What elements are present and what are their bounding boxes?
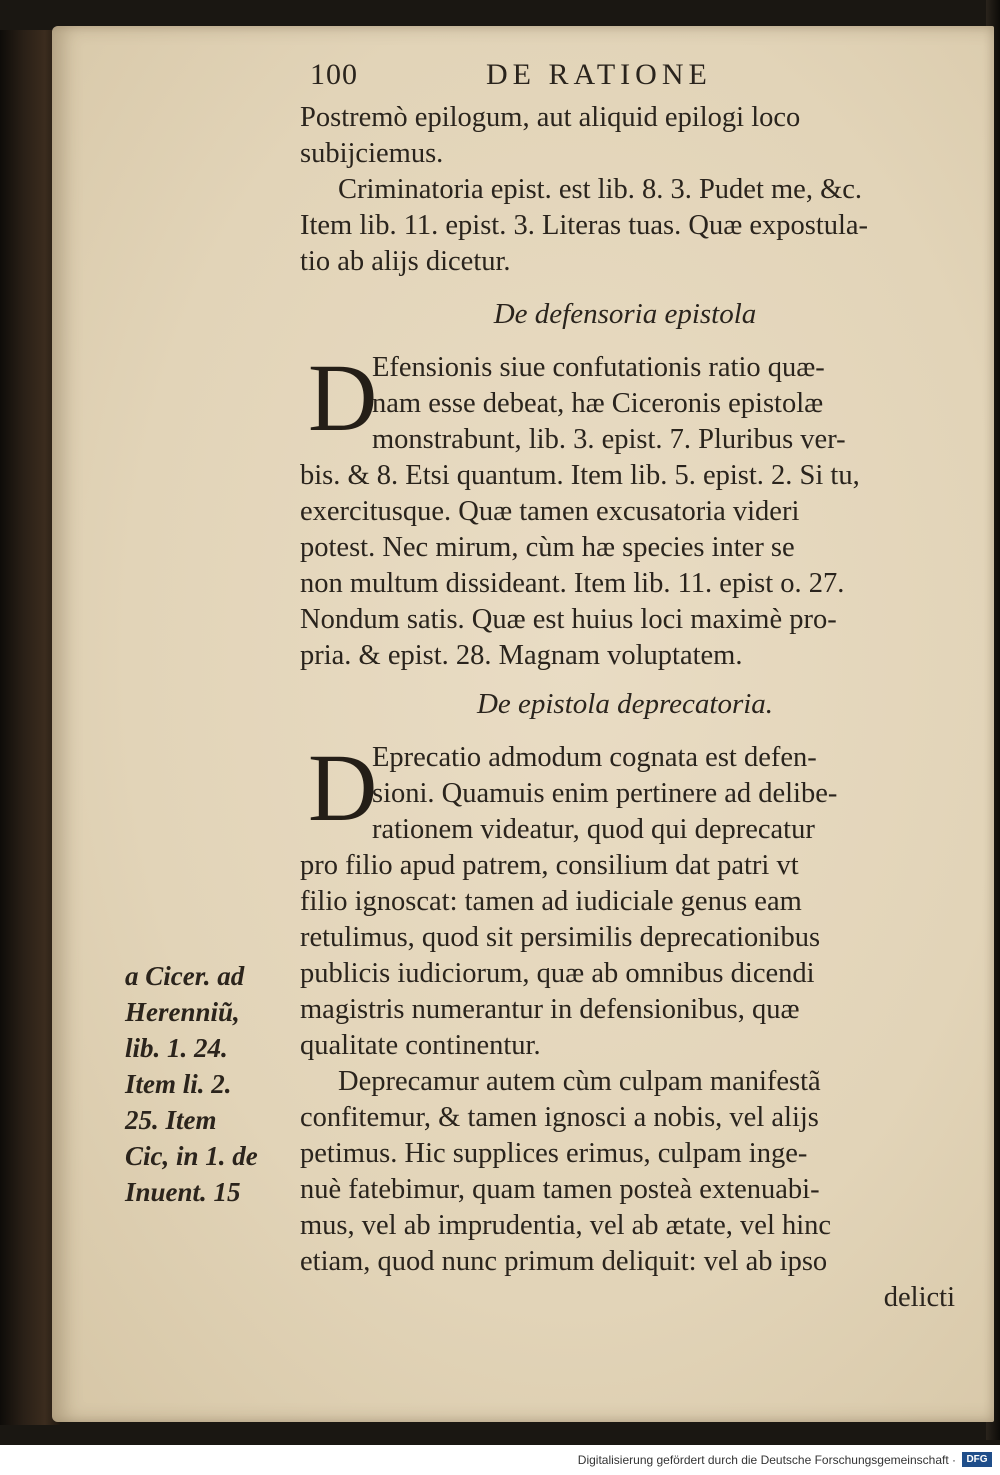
marginal-line: a Cicer. ad	[125, 961, 245, 991]
text-block-criminatoria	[300, 100, 955, 280]
running-head	[310, 58, 950, 92]
text-line: rationem videatur, quod qui deprecatur	[372, 814, 815, 845]
book-spine	[0, 30, 60, 1425]
marginal-line: Cic, in 1. de	[125, 1141, 258, 1171]
text-block-defensoria	[300, 344, 955, 674]
text-line: tio ab alijs dicetur.	[300, 246, 511, 277]
text-line: sioni. Quamuis enim pertinere ad delibe-	[372, 778, 838, 809]
text-line: qualitate continentur.	[300, 1030, 541, 1061]
text-line: pria. & epist. 28. Magnam voluptatem.	[300, 640, 743, 671]
marginal-line: 25. Item	[125, 1105, 217, 1135]
text-line: etiam, quod nunc primum deliquit: vel ab ipso	[300, 1246, 828, 1277]
marginal-line: Herenniũ,	[125, 997, 240, 1027]
text-line: bis. & 8. Etsi quantum. Item lib. 5. epist. 2. Si tu,	[300, 460, 860, 491]
text-line: publicis iudiciorum, quæ ab omnibus dicendi	[300, 958, 815, 989]
text-line: confitemur, & tamen ignosci a nobis, vel alijs	[300, 1102, 819, 1133]
text-line: nuè fatebimur, quam tamen posteà extenuabi-	[300, 1174, 820, 1205]
text-line: Postremò epilogum, aut aliquid epilogi loco	[300, 102, 801, 133]
marginal-line: lib. 1. 24.	[125, 1033, 228, 1063]
marginal-note	[125, 958, 295, 1210]
text-line: Nondum satis. Quæ est huius loci maximè pro-	[300, 604, 837, 635]
section-heading-deprecatoria: De epistola deprecatoria.	[476, 688, 774, 720]
text-line: retulimus, quod sit persimilis deprecationibus	[300, 922, 821, 953]
text-line: Criminatoria epist. est lib. 8. 3. Pudet me, &c.	[338, 174, 863, 205]
section-heading-defensoria: De defensoria epistola	[493, 298, 757, 330]
drop-cap: D	[308, 344, 378, 451]
text-line: monstrabunt, lib. 3. epist. 7. Pluribus ver-	[372, 424, 846, 455]
text-line: filio ignoscat: tamen ad iudiciale genus eam	[300, 886, 802, 917]
drop-cap: D	[308, 734, 378, 841]
text-line: petimus. Hic supplices erimus, culpam inge-	[300, 1138, 808, 1169]
text-line: pro filio apud patrem, consilium dat patri vt	[300, 850, 799, 881]
text-line: nam esse debeat, hæ Ciceronis epistolæ	[372, 388, 824, 419]
marginal-line: Item li. 2.	[125, 1069, 232, 1099]
marginal-line: Inuent. 15	[125, 1177, 241, 1207]
text-line: non multum dissideant. Item lib. 11. epist o. 27.	[300, 568, 845, 599]
text-line: Efensionis siue confutationis ratio quæ-	[372, 352, 825, 383]
dfg-logo: DFG	[962, 1452, 992, 1467]
text-line: potest. Nec mirum, cùm hæ species inter se	[300, 532, 795, 563]
footer-bar	[0, 1445, 1000, 1475]
running-title: DE RATIONE	[486, 58, 712, 91]
text-line: exercitusque. Quæ tamen excusatoria videri	[300, 496, 800, 527]
text-line: mus, vel ab imprudentia, vel ab ætate, vel hinc	[300, 1210, 832, 1241]
text-line: Deprecamur autem cùm culpam manifestã	[338, 1066, 821, 1097]
catchword: delicti	[883, 1282, 955, 1313]
funding-credit: Digitalisierung gefördert durch die Deutsche Forschungsgemeinschaft ·	[577, 1453, 956, 1467]
text-line: Eprecatio admodum cognata est defen-	[372, 742, 817, 773]
text-line: Item lib. 11. epist. 3. Literas tuas. Quæ expostula-	[300, 210, 869, 241]
text-block-deprecatoria	[300, 734, 955, 1316]
page-number: 100	[310, 58, 358, 91]
text-line: magistris numerantur in defensionibus, quæ	[300, 994, 800, 1025]
text-line: subijciemus.	[300, 138, 444, 169]
